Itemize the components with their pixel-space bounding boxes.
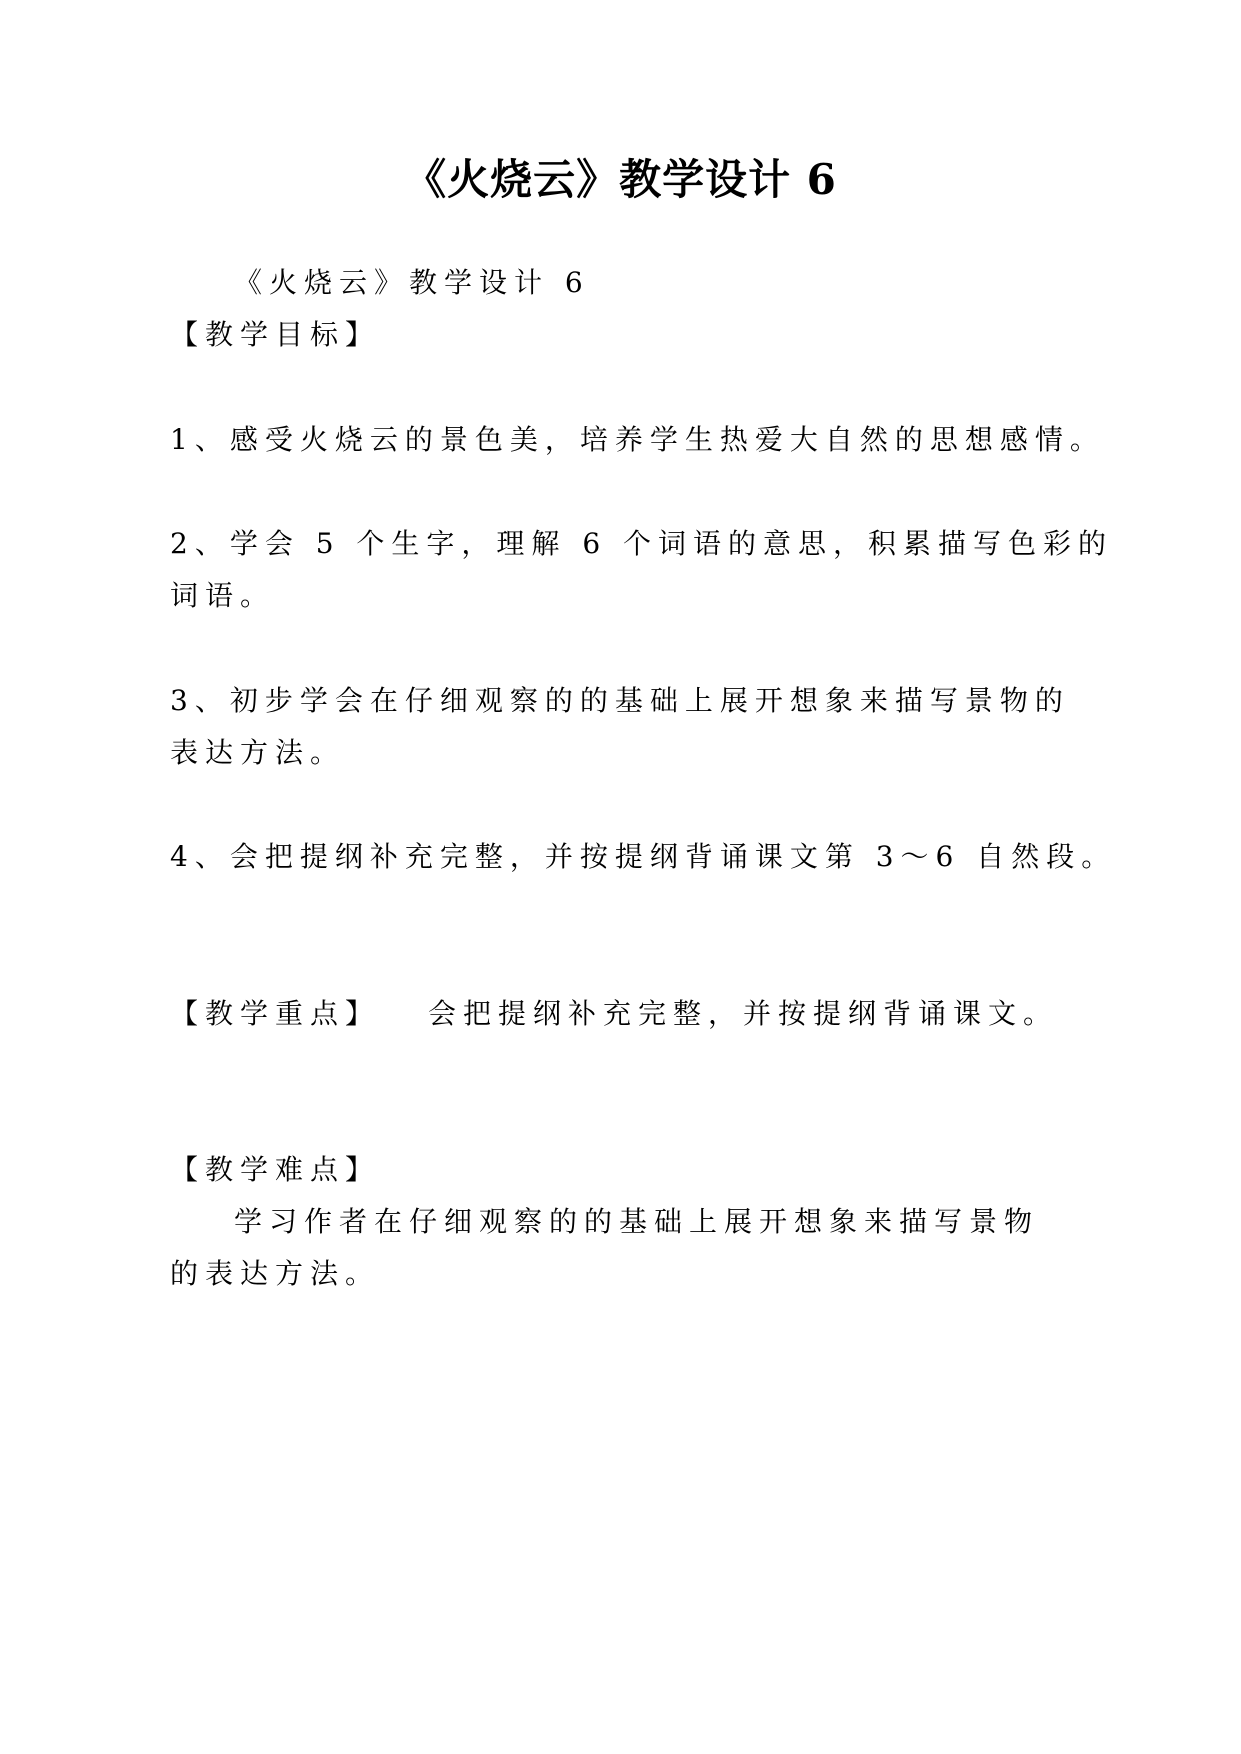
difficulty-line2: 的表达方法。 xyxy=(170,1257,381,1290)
key-point-heading: 【教学重点】 xyxy=(170,997,381,1030)
objective-2-line1: 2、学会 5 个生字，理解 6 个词语的意思，积累描写色彩的 xyxy=(170,527,1114,560)
difficulty-heading: 【教学难点】 xyxy=(170,1153,381,1186)
key-point-text: 会把提纲补充完整，并按提纲背诵课文。 xyxy=(428,997,1059,1030)
subtitle-line: 《火烧云》教学设计 6 xyxy=(234,266,590,299)
document-title: 《火烧云》教学设计 6 xyxy=(404,155,837,204)
difficulty-line1: 学习作者在仔细观察的的基础上展开想象来描写景物 xyxy=(234,1205,1040,1238)
objective-2-line2: 词语。 xyxy=(170,579,276,612)
objective-3-line1: 3、初步学会在仔细观察的的基础上展开想象来描写景物的 xyxy=(170,684,1070,717)
objective-3-line2: 表达方法。 xyxy=(170,736,346,769)
objective-1: 1、感受火烧云的景色美，培养学生热爱大自然的思想感情。 xyxy=(170,423,1105,456)
objective-4: 4、会把提纲补充完整，并按提纲背诵课文第 3～6 自然段。 xyxy=(170,840,1117,873)
objectives-heading: 【教学目标】 xyxy=(170,318,381,351)
